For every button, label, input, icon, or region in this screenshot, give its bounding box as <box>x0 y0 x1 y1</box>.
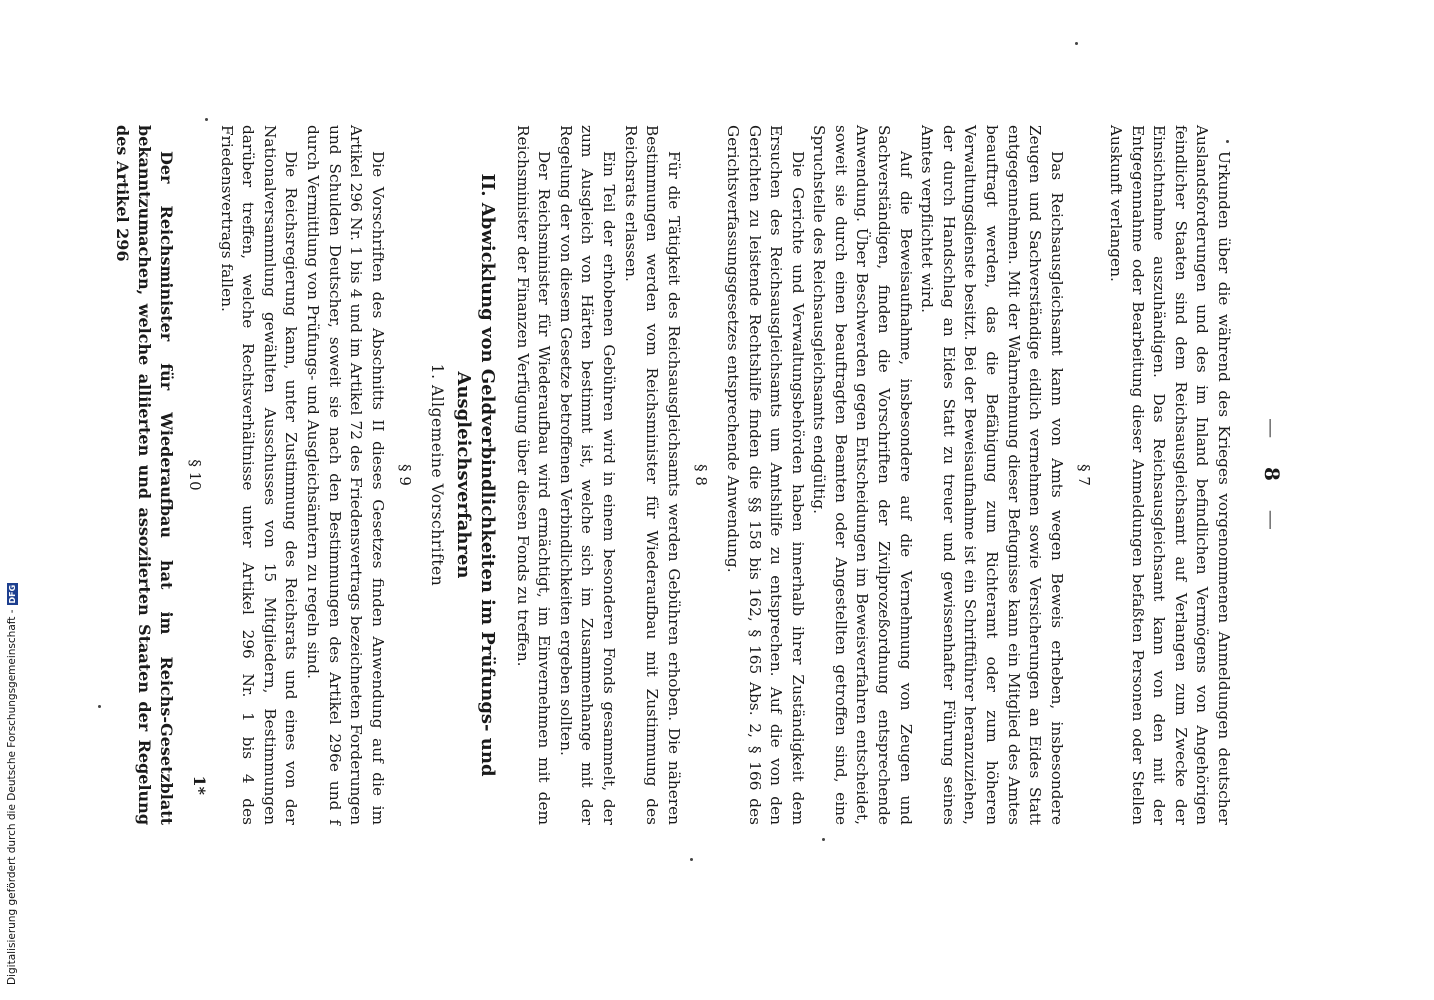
paragraph: Für die Tätigkeit des Reichsausgleichsamts werden Gebühren erhoben. Die näheren Bestimmungen werden vom Reichsminister für Wiederaufbau mit Zustimmung des Reichsrats erlassen. <box>621 125 683 825</box>
paragraph: Der Reichsminister für Wiederaufbau wird ermächtigt, im Einvernehmen mit dem Reichsminister der Finanzen Verfügung über diesen Fonds zu treffen. <box>513 125 554 825</box>
scan-speck <box>205 118 208 121</box>
scan-speck <box>1226 140 1229 143</box>
scan-speck <box>1075 42 1078 45</box>
page-dash-left: — <box>1260 418 1284 441</box>
digitization-credit <box>2 0 22 1000</box>
paragraph: Auf die Beweisaufnahme, insbesondere auf die Vernehmung von Zeugen und Sachverständigen, finden die Vorschriften der Zivilprozeßordnung entsprechende Anwendung. Über Beschwerden gegen Entscheidungen im Beweisverfahren entscheidet, soweit sie durch einen beauftragten Beamten oder Angestellten getroffen sind, eine Spruchstelle des Reichsausgleichsamts endgültig. <box>810 125 915 825</box>
section-mark-7: § 7 <box>1075 464 1094 486</box>
document-sheet <box>113 95 1284 855</box>
section-mark-9: § 9 <box>396 464 415 486</box>
page-dash-right: — <box>1260 509 1284 532</box>
paragraph: Die Reichsregierung kann, unter Zustimmung des Reichsrats und eines von der Nationalversammlung gewählten Ausschusses von 15 Mitgliedern, Bestimmungen darüber treffen, welche Rechtsverhältnisse unter Artikel 296 Nr. 1 bis 4 des Friedensvertrags fallen. <box>217 125 301 825</box>
paragraph: Urkunden über die während des Krieges vorgenommenen Anmeldungen deutscher Auslandsforderungen und des im Inland befindlichen Vermögens von Angehörigen feindlicher Staaten sind dem Reichsausgleichsamt auf Verlangen zum Zwecke der Einsichtnahme auszuhändigen. Das Reichsausgleichsamt kann von den mit der Entgegennahme oder Bearbeitung dieser Anmeldungen befaßten Personen oder Stellen Auskunft verlangen. <box>1107 125 1233 825</box>
page-number-line <box>1260 95 1284 855</box>
paragraph: Die Gerichte und Verwaltungsbehörden haben innerhalb ihrer Zuständigkeit dem Ersuchen des Reichsausgleichsamts um Amtshilfe zu entsprechen. Auf die von den Gerichten zu leistende Rechtshilfe finden die §§ 158 bis 162, § 165 Abs. 2, § 166 des Gerichtsverfassungsgesetzes entsprechende Anwendung. <box>723 125 807 825</box>
section-mark-8: § 8 <box>692 464 711 486</box>
signature-mark: 1* <box>190 775 209 795</box>
paragraph: Das Reichsausgleichsamt kann von Amts wegen Beweis erheben, insbesondere Zeugen und Sachverständige eidlich vernehmen sowie Versicherungen an Eides Statt entgegennehmen. Mit der Wahrnehmung dieser Befugnisse kann ein Mitglied des Amtes beauftragt werden, das die Befähigung zum Richteramt oder zum höheren Verwaltungsdienste besitzt. Bei der Beweisaufnahme ist ein Schriftführer heranzuziehen, der durch Handschlag an Eides Statt zu treuer und gewissenhafter Führung seines Amtes verpflichtet wird. <box>918 125 1066 825</box>
subchapter-heading: 1. Allgemeine Vorschriften <box>428 363 446 587</box>
credit-text: Digitalisierung gefördert durch die Deutsche Forschungsgemeinschaft - <box>6 609 18 985</box>
section-mark-10: § 10 <box>186 459 205 491</box>
dfg-logo: DFG <box>7 584 17 604</box>
page-number: 8 <box>1260 467 1284 483</box>
text-column <box>111 125 1234 825</box>
chapter-heading: II. Abwicklung von Geldverbindlichkeiten im Prüfungs- und Ausgleichsverfahren <box>453 173 498 777</box>
paragraph: Der Reichsminister für Wiederaufbau hat im Reichs-Gesetzblatt bekanntzumachen, welche alliierten und assoziierten Staaten der Regelung des Artikel 296 <box>113 125 177 825</box>
scan-speck <box>690 858 693 861</box>
scan-speck <box>822 838 825 841</box>
paragraph: Ein Teil der erhobenen Gebühren wird in einem besonderen Fonds gesammelt, der zum Ausgleich von Härten bestimmt ist, welche sich im Zusammenhange mit der Regelung der von diesem Gesetze betroffenen Verbindlichkeiten ergeben sollten. <box>556 125 618 825</box>
scan-speck <box>98 705 101 708</box>
paragraph: Die Vorschriften des Abschnitts II dieses Gesetzes finden Anwendung auf die im Artikel 296 Nr. 1 bis 4 und im Artikel 72 des Friedensvertrags bezeichneten Forderungen und Schulden Deutscher, soweit sie nach den Bestimmungen des Artikel 296e und f durch Vermittlung von Prüfungs- und Ausgleichsämtern zu regeln sind. <box>304 125 387 825</box>
